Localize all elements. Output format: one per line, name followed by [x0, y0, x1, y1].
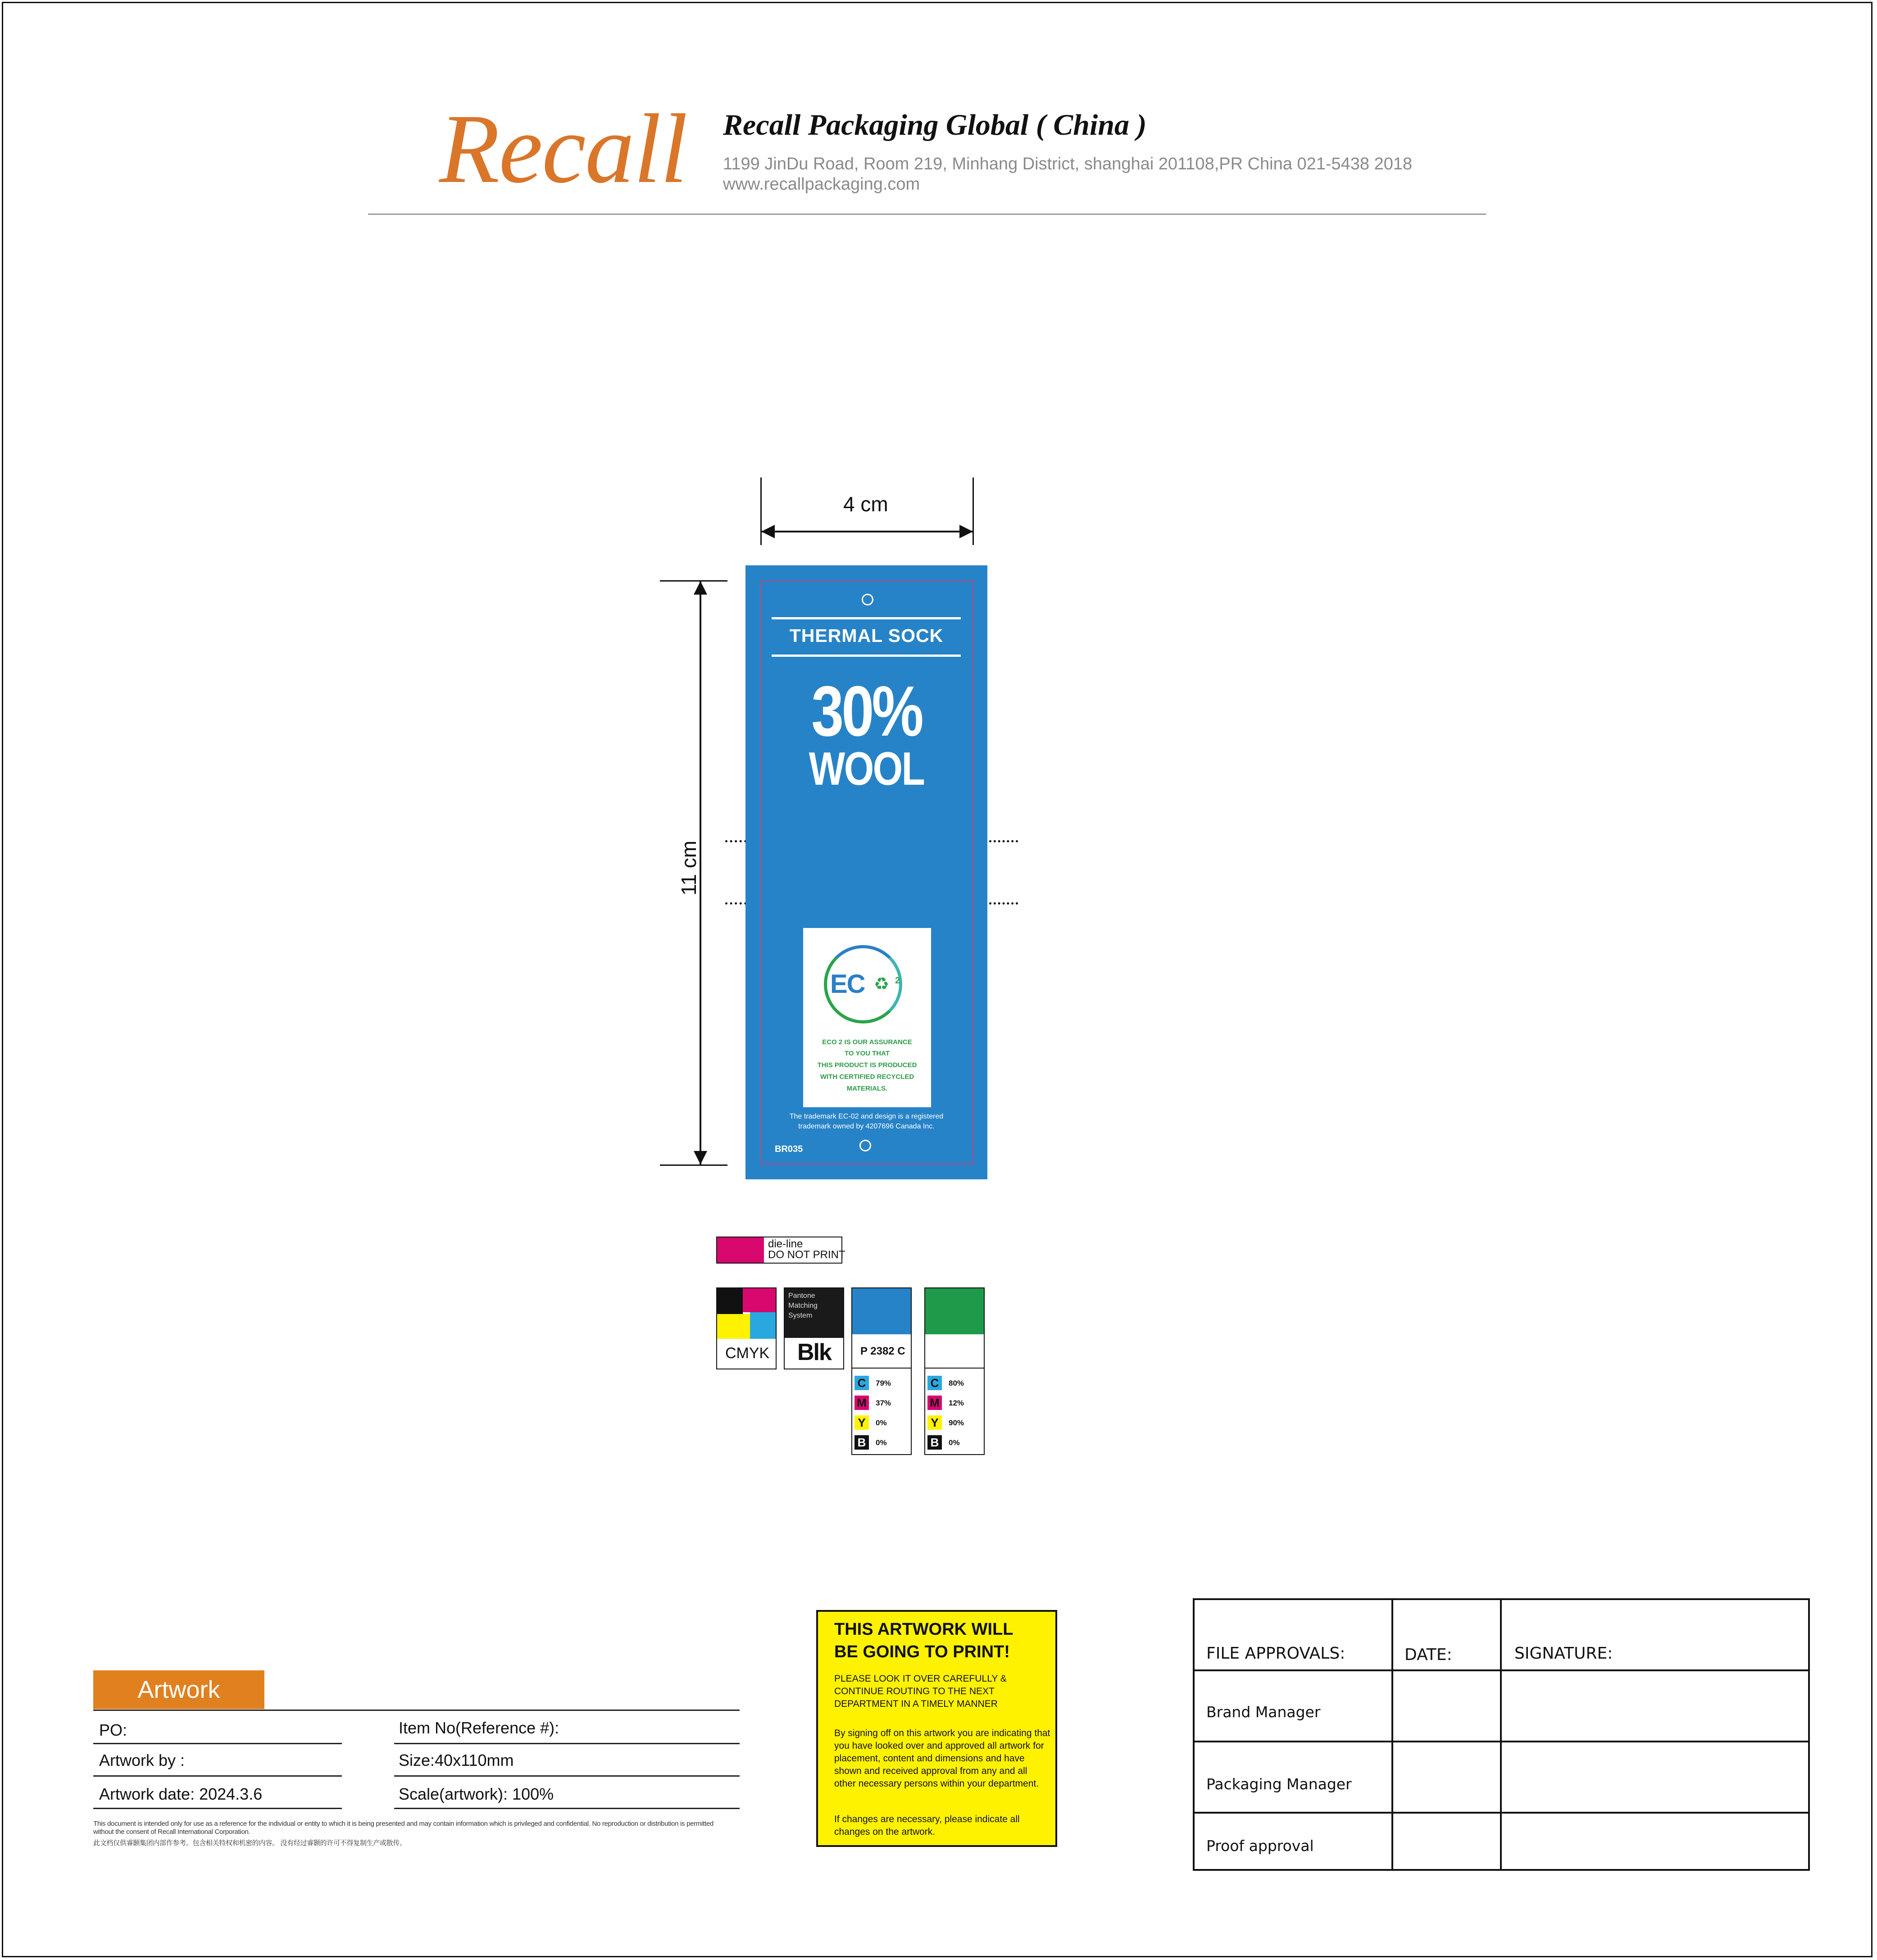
date-header: DATE:: [1404, 1646, 1452, 1664]
height-label: 11 cm: [677, 841, 700, 896]
fold-line-right-1: [989, 840, 1018, 842]
arrow-up-icon: [694, 581, 707, 595]
dieline-label: die-line: [768, 1238, 803, 1250]
blue-pantone-name: P 2382 C: [860, 1345, 905, 1357]
eco-text-line: THIS PRODUCT IS PRODUCED: [817, 1061, 917, 1069]
eco-text-line: WITH CERTIFIED RECYCLED: [820, 1073, 914, 1081]
cyan-letter: C: [854, 1376, 869, 1390]
info-rule: [93, 1743, 342, 1744]
black-letter: B: [927, 1435, 942, 1450]
width-label: 4 cm: [843, 492, 888, 516]
green-yellow-value: 90%: [949, 1419, 964, 1427]
tag-percent: 30%: [811, 672, 922, 751]
signature-header: SIGNATURE:: [1514, 1644, 1613, 1663]
size-field: Size:40x110mm: [399, 1751, 514, 1769]
artwork-by-field: Artwork by :: [99, 1751, 185, 1769]
black-letter: B: [854, 1435, 869, 1450]
tag-material: WOOL: [809, 743, 924, 795]
info-rule: [93, 1775, 342, 1777]
info-rule: [93, 1808, 342, 1809]
disclaimer-english: This document is intended only for use as a reference for the individual or entity to which it is being presented and may contain information which is privileged and confidential. No reproduction or distribution is permitted: [93, 1820, 714, 1828]
blue-black-value: 0%: [876, 1438, 887, 1447]
company-name: Recall Packaging Global ( China ): [723, 109, 1147, 141]
blue-color-block: [852, 1288, 911, 1334]
eco-logo-text: EC: [830, 969, 865, 999]
yellow-letter: Y: [927, 1415, 942, 1430]
hang-hole-top-icon: [862, 594, 873, 605]
green-black-value: 0%: [949, 1438, 960, 1447]
artwork-tab: Artwork: [93, 1670, 264, 1709]
blue-cyan-value: 79%: [876, 1379, 891, 1387]
height-tick-bottom: [660, 1164, 727, 1166]
tag-rule-bottom: [772, 655, 961, 657]
green-swatch-divider: [924, 1368, 985, 1369]
approvals-row-divider: [1193, 1669, 1810, 1671]
artwork-date-field: Artwork date: 2024.3.6: [99, 1785, 263, 1803]
pantone-line: System: [788, 1312, 813, 1319]
disclaimer-english-cont: without the consent of Recall International Corporation.: [93, 1828, 250, 1836]
trademark-line: The trademark EC-02 and design is a registered: [789, 1113, 944, 1120]
blk-label: Blk: [797, 1339, 831, 1365]
arrow-left-icon: [761, 525, 775, 538]
warning-paragraph-3: If changes are necessary, please indicate all changes on the artwork.: [834, 1814, 1020, 1837]
cmyk-cyan-block: [750, 1312, 776, 1339]
approval-row-proof: Proof approval: [1206, 1837, 1314, 1855]
hang-hole-bottom-icon: [859, 1140, 871, 1151]
recall-logo: Recall: [439, 94, 687, 204]
header-divider: [368, 214, 1486, 215]
pantone-line: Matching: [788, 1302, 818, 1310]
info-rule: [394, 1743, 740, 1744]
fold-line-right-2: [989, 902, 1018, 905]
arrow-right-icon: [959, 525, 973, 538]
recycle-icon: ♻: [874, 975, 890, 994]
green-cyan-value: 80%: [949, 1379, 964, 1387]
green-color-block: [925, 1288, 984, 1334]
po-field: PO:: [99, 1721, 127, 1739]
disclaimer-chinese: 此文档仅供睿颢集团内部作参考。包含相关特权和机密的内容。 没有经过睿颢的许可不得复制生产或散传。: [93, 1839, 406, 1847]
company-address: 1199 JinDu Road, Room 219, Minhang District, shanghai 201108,PR China 021-5438 2018: [723, 155, 1413, 173]
scale-field: Scale(artwork): 100%: [399, 1785, 554, 1803]
cmyk-yellow-block: [717, 1314, 750, 1339]
cmyk-label: CMYK: [725, 1345, 770, 1362]
file-approvals-header: FILE APPROVALS:: [1206, 1644, 1345, 1663]
magenta-letter: M: [927, 1396, 942, 1410]
magenta-letter: M: [854, 1396, 869, 1410]
cyan-letter: C: [927, 1376, 942, 1390]
dieline-color-swatch: [717, 1237, 764, 1263]
warning-title-line-2: BE GOING TO PRINT!: [834, 1642, 1010, 1661]
tag-title: THERMAL SOCK: [789, 625, 944, 646]
approvals-row-divider: [1193, 1741, 1810, 1742]
eco-text-line: TO YOU THAT: [844, 1050, 890, 1057]
cmyk-black-block: [717, 1288, 743, 1314]
width-dimension-line: [761, 531, 973, 532]
blue-swatch-divider: [851, 1368, 912, 1369]
approvals-col-divider: [1391, 1598, 1393, 1871]
blue-yellow-value: 0%: [876, 1419, 887, 1427]
approval-row-packaging-manager: Packaging Manager: [1206, 1775, 1352, 1793]
info-rule: [394, 1808, 740, 1809]
eco-text-line: ECO 2 IS OUR ASSURANCE: [822, 1038, 912, 1046]
cmyk-magenta-block: [743, 1288, 776, 1312]
green-magenta-value: 12%: [949, 1399, 964, 1407]
warning-title-line-1: THIS ARTWORK WILL: [834, 1620, 1013, 1639]
approvals-col-divider: [1500, 1598, 1502, 1871]
eco-logo-superscript: 2: [895, 976, 900, 986]
trademark-line: trademark owned by 4207696 Canada Inc.: [798, 1123, 935, 1130]
approvals-row-divider: [1193, 1812, 1810, 1814]
info-top-rule: [93, 1710, 740, 1711]
tag-code: BR035: [775, 1144, 803, 1154]
item-no-field: Item No(Reference #):: [399, 1719, 559, 1737]
tag-rule-top: [772, 617, 961, 619]
warning-paragraph-1: PLEASE LOOK IT OVER CAREFULLY & CONTINUE ROUTING TO THE NEXT DEPARTMENT IN A TIMELY MANNER: [834, 1674, 1007, 1709]
yellow-letter: Y: [854, 1415, 869, 1430]
blue-magenta-value: 37%: [876, 1399, 891, 1407]
company-website: www.recallpackaging.com: [723, 175, 920, 194]
pantone-line: Pantone: [788, 1292, 815, 1300]
approval-row-brand-manager: Brand Manager: [1206, 1703, 1321, 1721]
dieline-note: DO NOT PRINT: [768, 1249, 845, 1261]
eco-text-line: MATERIALS.: [846, 1085, 888, 1092]
warning-paragraph-2: By signing off on this artwork you are indicating that you have looked over and approved all artwork for placement, content and dimensions and have shown and received approval from any and all other necessary persons within your department.: [834, 1728, 1050, 1789]
info-rule: [394, 1775, 740, 1777]
arrow-down-icon: [694, 1151, 707, 1164]
